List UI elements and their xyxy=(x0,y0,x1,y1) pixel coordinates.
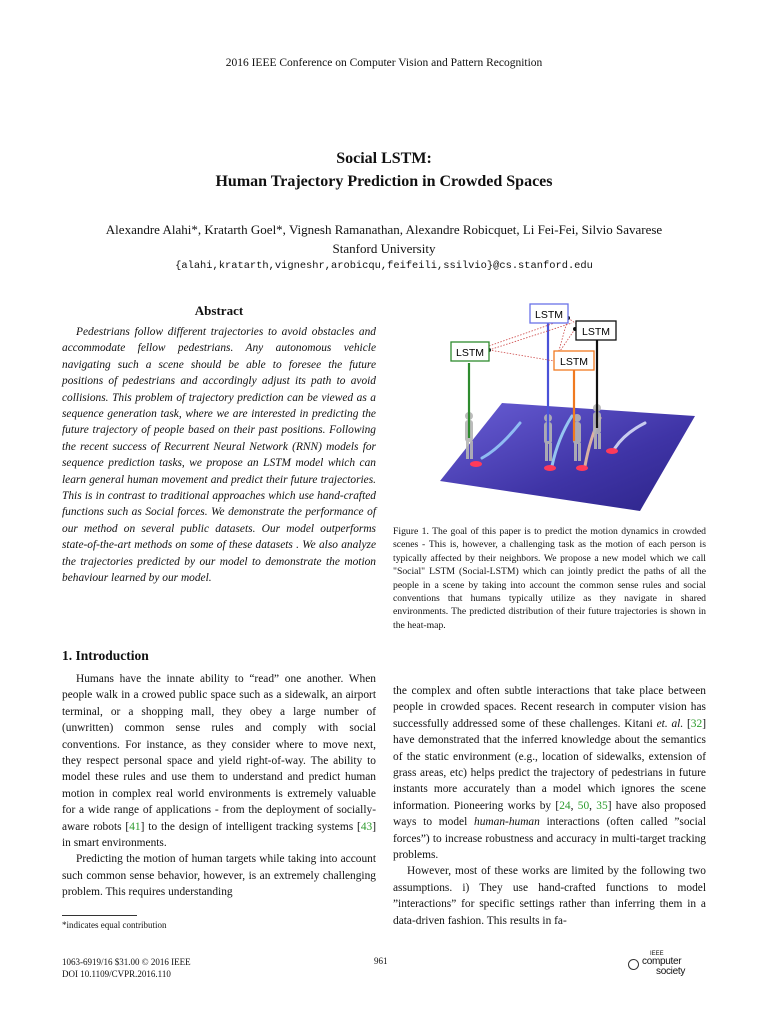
globe-icon xyxy=(628,959,639,970)
figure-1-illustration xyxy=(440,298,702,512)
lstm-box-orange xyxy=(554,351,594,370)
lstm-box-black xyxy=(576,321,616,340)
text-span-italic: et. al. xyxy=(656,717,684,730)
lstm-label-orange: LSTM xyxy=(559,356,589,368)
intro-right-column xyxy=(393,683,706,929)
text-span: ] have demonstrated that the inferred knowledge about the semantics of the static environment (e.g., location of sidewalks, extension of grass areas, etc) helps predict the trajectory of pedestrians in future instants more accurately than a model which ignores the scene information. Pioneering works by [ xyxy=(393,717,706,812)
lstm-label-green: LSTM xyxy=(455,347,485,359)
logo-society-text: society xyxy=(656,966,686,977)
text-span: the complex and often subtle interactions that take place between people in crowded spaces. Recent research in computer vision has successfully addressed some of these challenges. Kitani xyxy=(393,685,706,730)
lstm-box-green xyxy=(451,342,489,361)
title-line-2: Human Trajectory Prediction in Crowded Spaces xyxy=(215,173,553,190)
citation-43[interactable]: 43 xyxy=(360,820,373,833)
footer-price-line: 1063-6919/16 $31.00 © 2016 IEEE xyxy=(62,957,191,967)
intro-paragraph-3 xyxy=(393,683,706,863)
text-span: , xyxy=(589,799,597,812)
text-span: ] in smart environments. xyxy=(62,820,376,850)
conference-header: 2016 IEEE Conference on Computer Vision and Pattern Recognition xyxy=(225,57,543,69)
citation-35[interactable]: 35 xyxy=(596,799,608,812)
intro-paragraph-1 xyxy=(62,671,376,851)
lstm-label-black: LSTM xyxy=(581,326,611,338)
intro-paragraph-2: Predicting the motion of human targets while taking into account such common sense behavior, however, is an extremely challenging problem. This requires understanding xyxy=(62,853,376,899)
lstm-label-blue: LSTM xyxy=(534,309,564,321)
page-number: 961 xyxy=(374,956,388,966)
intro-paragraph-4: However, most of these works are limited by the following two assumptions. i) They use hand-crafted functions to model ”interactions” for specific settings rather than inferring them in a data-driven fashion. This results in fa- xyxy=(393,865,706,927)
text-span: [ xyxy=(683,717,691,730)
author-block xyxy=(0,220,768,258)
author-names: Alexandre Alahi*, Kratarth Goel*, Vignesh Ramanathan, Alexandre Robicquet, Li Fei-Fei, Silvio Savarese xyxy=(105,222,663,237)
text-span: ] to the design of intelligent tracking systems [ xyxy=(140,820,361,833)
title-line-1: Social LSTM: xyxy=(336,150,432,167)
text-span: ] have also proposed ways to model xyxy=(393,799,706,829)
lstm-box-blue xyxy=(530,304,568,323)
text-span-italic: human-human xyxy=(474,816,540,829)
paper-title xyxy=(0,147,768,193)
section-heading-introduction: 1. Introduction xyxy=(62,648,149,663)
intro-left-column xyxy=(62,671,376,901)
citation-32[interactable]: 32 xyxy=(690,717,703,730)
author-emails: {alahi,kratarth,vigneshr,arobicqu,feifeili,ssilvio}@cs.stanford.edu xyxy=(175,260,593,272)
text-span: interactions (often called ”social forces”) to increase robustness and accuracy in multi-target tracking problems. xyxy=(393,816,706,862)
author-affiliation: Stanford University xyxy=(332,241,436,256)
abstract-paragraph: Pedestrians follow different trajectories to avoid obstacles and accommodate fellow pedestrians. Any autonomous vehicle navigating such a scene should be able to foresee the future positions of pedestrians and accordingly adjust its path to avoid collisions. This problem of trajectory prediction can be viewed as a sequence generation task, where we are interested in predicting the future trajectory of people based on their past positions. Following the recent success of Recurrent Neural Network (RNN) models for sequence prediction tasks, we propose an LSTM model which can learn general human movement and predict their future trajectories. This is in contrast to traditional approaches which use hand-crafted functions such as Social forces. We demonstrate the performance of our method on several public datasets. Our model outperforms state-of-the-art methods on some of these datasets . We also analyze the trajectories predicted by our model to demonstrate the motion behaviour learned by our model. xyxy=(62,326,376,585)
logo-ieee-text: IEEE xyxy=(650,951,664,957)
text-span: , xyxy=(570,799,578,812)
floor-plane xyxy=(440,403,695,511)
abstract-heading: Abstract xyxy=(194,303,244,318)
citation-41[interactable]: 41 xyxy=(129,820,141,833)
ieee-computer-society-logo xyxy=(628,951,698,985)
caption-text: Figure 1. The goal of this paper is to predict the motion dynamics in crowded scenes - This is, however, a challenging task as the motion of each person is typically affected by their neighbors. We propose a new model which we call "Social" LSTM (Social-LSTM) which can jointly predict the paths of all the people in a scene by taking into account the common sense rules and social conventions that humans typically utilize as they navigate in shared environments. The predicted distribution of their future trajectories is shown in the heat-map. xyxy=(393,526,706,631)
footnote-rule xyxy=(62,915,137,916)
footnote-equal-contribution: *indicates equal contribution xyxy=(62,920,167,930)
logo-computer-text: computer xyxy=(642,956,682,967)
footer-copyright xyxy=(62,956,191,980)
text-span: Humans have the innate ability to “read” one another. When people walk in a crowed public space such as a sidewalk, an airport terminal, or a shopping mall, they obey a large number of (unwritten) common sense rules and comply with social conventions. For instance, as they consider where to move next, they respect personal space and yield right-of-way. The ability to model these rules and use them to understand and predict human motion in complex real world environments is extremely valuable for a wide range of applications - from the deployment of socially-aware robots [ xyxy=(62,673,376,833)
citation-24[interactable]: 24 xyxy=(559,799,571,812)
figure-1-caption xyxy=(393,525,706,632)
abstract-text xyxy=(62,324,376,587)
citation-50[interactable]: 50 xyxy=(577,799,590,812)
footer-doi: DOI 10.1109/CVPR.2016.110 xyxy=(62,969,171,979)
